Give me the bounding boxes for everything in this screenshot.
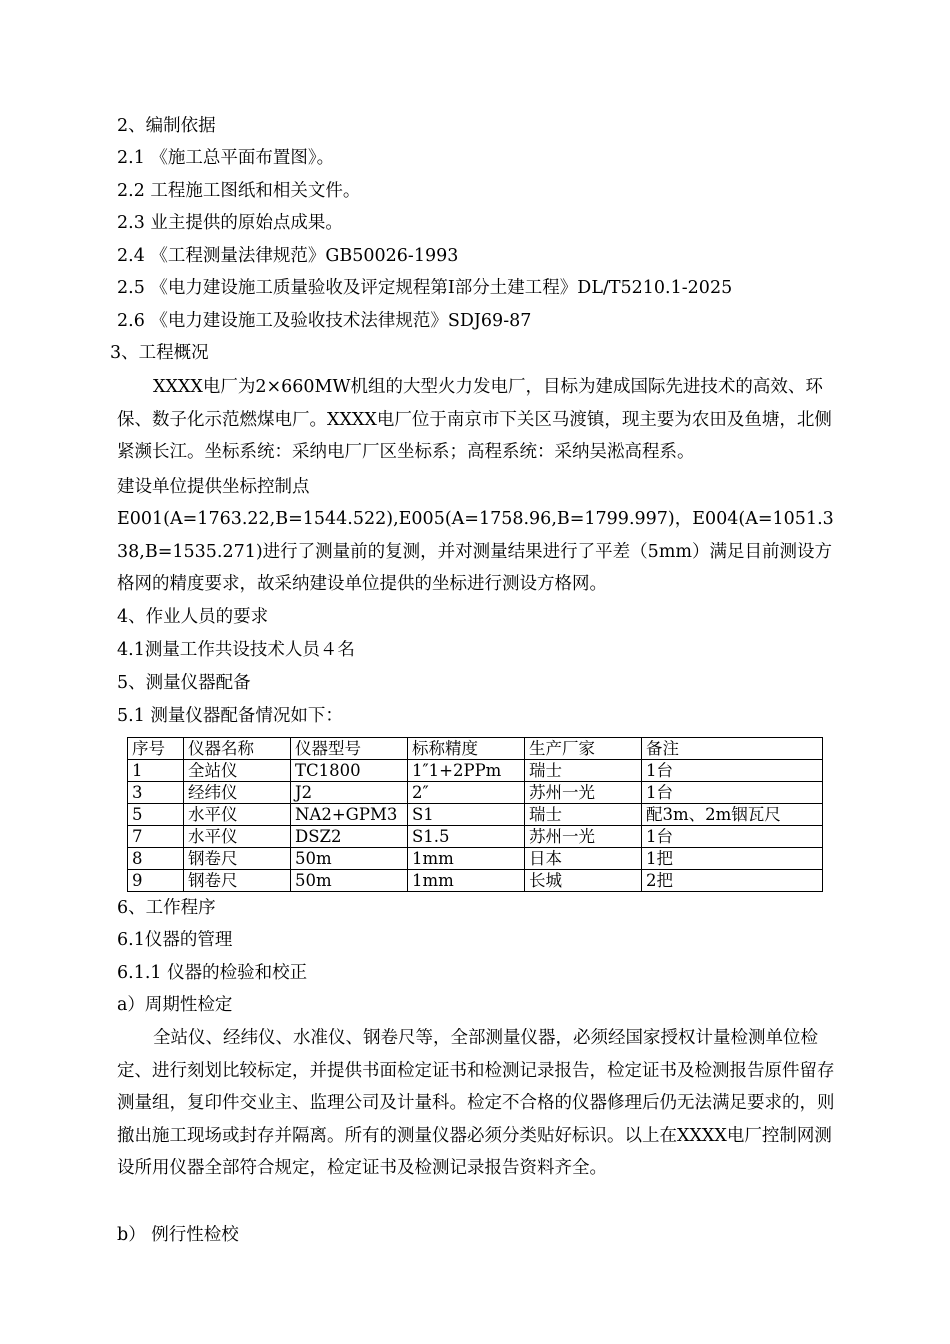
table-cell: S1 <box>408 804 525 826</box>
header-cell: 仪器名称 <box>184 738 291 760</box>
item-2-2: 2.2 工程施工图纸和相关文件。 <box>117 181 361 201</box>
table-header-row <box>128 738 823 760</box>
table-cell: 全站仪 <box>184 760 291 782</box>
table-cell: 7 <box>128 826 184 848</box>
table-cell: 8 <box>128 848 184 870</box>
table-cell: TC1800 <box>291 760 408 782</box>
table-row <box>128 826 823 848</box>
instrument-table <box>127 737 823 892</box>
table-cell: 长城 <box>525 870 642 892</box>
item-2-3: 2.3 业主提供的原始点成果。 <box>117 213 343 233</box>
table-cell: 2把 <box>642 870 823 892</box>
item-2-5: 2.5 《电力建设施工质量验收及评定规程第Ⅰ部分土建工程》DL/T5210.1-2025 <box>117 278 733 298</box>
item-2-1: 2.1 《施工总平面布置图》。 <box>117 148 335 168</box>
table-cell: 水平仪 <box>184 826 291 848</box>
table-cell: 3 <box>128 782 184 804</box>
table-cell: 1台 <box>642 782 823 804</box>
table-cell: 50m <box>291 870 408 892</box>
table-cell: 50m <box>291 848 408 870</box>
control-points-title: 建设单位提供坐标控制点 <box>117 477 310 497</box>
table-cell: 水平仪 <box>184 804 291 826</box>
item-2-4: 2.4 《工程测量法律规范》GB50026-1993 <box>117 246 459 266</box>
table-cell: 1 <box>128 760 184 782</box>
table-cell: 1把 <box>642 848 823 870</box>
table-row <box>128 804 823 826</box>
table-cell: 1″1+2PPm <box>408 760 525 782</box>
table-cell: 经纬仪 <box>184 782 291 804</box>
header-cell: 生产厂家 <box>525 738 642 760</box>
header-cell: 序号 <box>128 738 184 760</box>
header-cell: 标称精度 <box>408 738 525 760</box>
table-row <box>128 760 823 782</box>
table-cell: DSZ2 <box>291 826 408 848</box>
item-6-1-1: 6.1.1 仪器的检验和校正 <box>117 963 308 983</box>
table-row <box>128 782 823 804</box>
item-6-1: 6.1仪器的管理 <box>117 930 233 950</box>
table-cell: 配3m、2m铟瓦尺 <box>642 804 823 826</box>
control-points-paragraph: E001(A=1763.22,B=1544.522),E005(A=1758.96,B=1799.997)，E004(A=1051.338,B=1535.271)进行了测量前的复测，并对测量结果进行了平差（5mm）满足目前测设方格网的精度要求，故采纳建设单位提供的坐标进行测设方格网。 <box>117 509 834 594</box>
table-cell: 瑞士 <box>525 760 642 782</box>
table-cell: 钢卷尺 <box>184 870 291 892</box>
table-cell: 5 <box>128 804 184 826</box>
header-cell: 仪器型号 <box>291 738 408 760</box>
table-cell: 瑞士 <box>525 804 642 826</box>
table-row <box>128 870 823 892</box>
section-6-heading: 6、工作程序 <box>117 898 216 918</box>
item-6-b: b） 例行性检校 <box>117 1225 239 1245</box>
table-cell: 日本 <box>525 848 642 870</box>
section-3-heading: 3、工程概况 <box>110 343 209 363</box>
table-cell: 钢卷尺 <box>184 848 291 870</box>
section-2-heading: 2、编制依据 <box>117 116 216 136</box>
table-cell: 苏州一光 <box>525 782 642 804</box>
table-cell: J2 <box>291 782 408 804</box>
item-4-1: 4.1测量工作共设技术人员４名 <box>117 640 355 660</box>
section-4-heading: 4、作业人员的要求 <box>117 607 269 627</box>
table-cell: 2″ <box>408 782 525 804</box>
table-row <box>128 848 823 870</box>
item-6-a: a）周期性检定 <box>117 995 233 1015</box>
table-cell: 1台 <box>642 760 823 782</box>
item-2-6: 2.6 《电力建设施工及验收技术法律规范》SDJ69-87 <box>117 311 532 331</box>
item-5-1: 5.1 测量仪器配备情况如下： <box>117 706 343 726</box>
header-cell: 备注 <box>642 738 823 760</box>
section-5-heading: 5、测量仪器配备 <box>117 673 251 693</box>
project-overview-paragraph: XXXX电厂为2×660MW机组的大型火力发电厂，目标为建成国际先进技术的高效、环保、数子化示范燃煤电厂。XXXX电厂位于南京市下关区马渡镇，现主要为农田及鱼塘，北侧紧濒长江。坐标系统：采纳电厂厂区坐标系；高程系统：采纳吴淞高程系。 <box>117 377 832 462</box>
table-cell: NA2+GPM3 <box>291 804 408 826</box>
table-cell: 9 <box>128 870 184 892</box>
periodic-calibration-paragraph: 全站仪、经纬仪、水准仪、钢卷尺等，全部测量仪器，必须经国家授权计量检测单位检定、进行刻划比较标定，并提供书面检定证书和检测记录报告，检定证书及检测报告原件留存测量组，复印件交业主、监理公司及计量科。检定不合格的仪器修理后仍无法满足要求的，则撤出施工现场或封存并隔离。所有的测量仪器必须分类贴好标识。以上在XXXX电厂控制网测设所用仪器全部符合规定，检定证书及检测记录报告资料齐全。 <box>117 1028 835 1178</box>
table-cell: 1mm <box>408 848 525 870</box>
table-cell: 苏州一光 <box>525 826 642 848</box>
table-cell: 1mm <box>408 870 525 892</box>
table-cell: 1台 <box>642 826 823 848</box>
table-cell: S1.5 <box>408 826 525 848</box>
